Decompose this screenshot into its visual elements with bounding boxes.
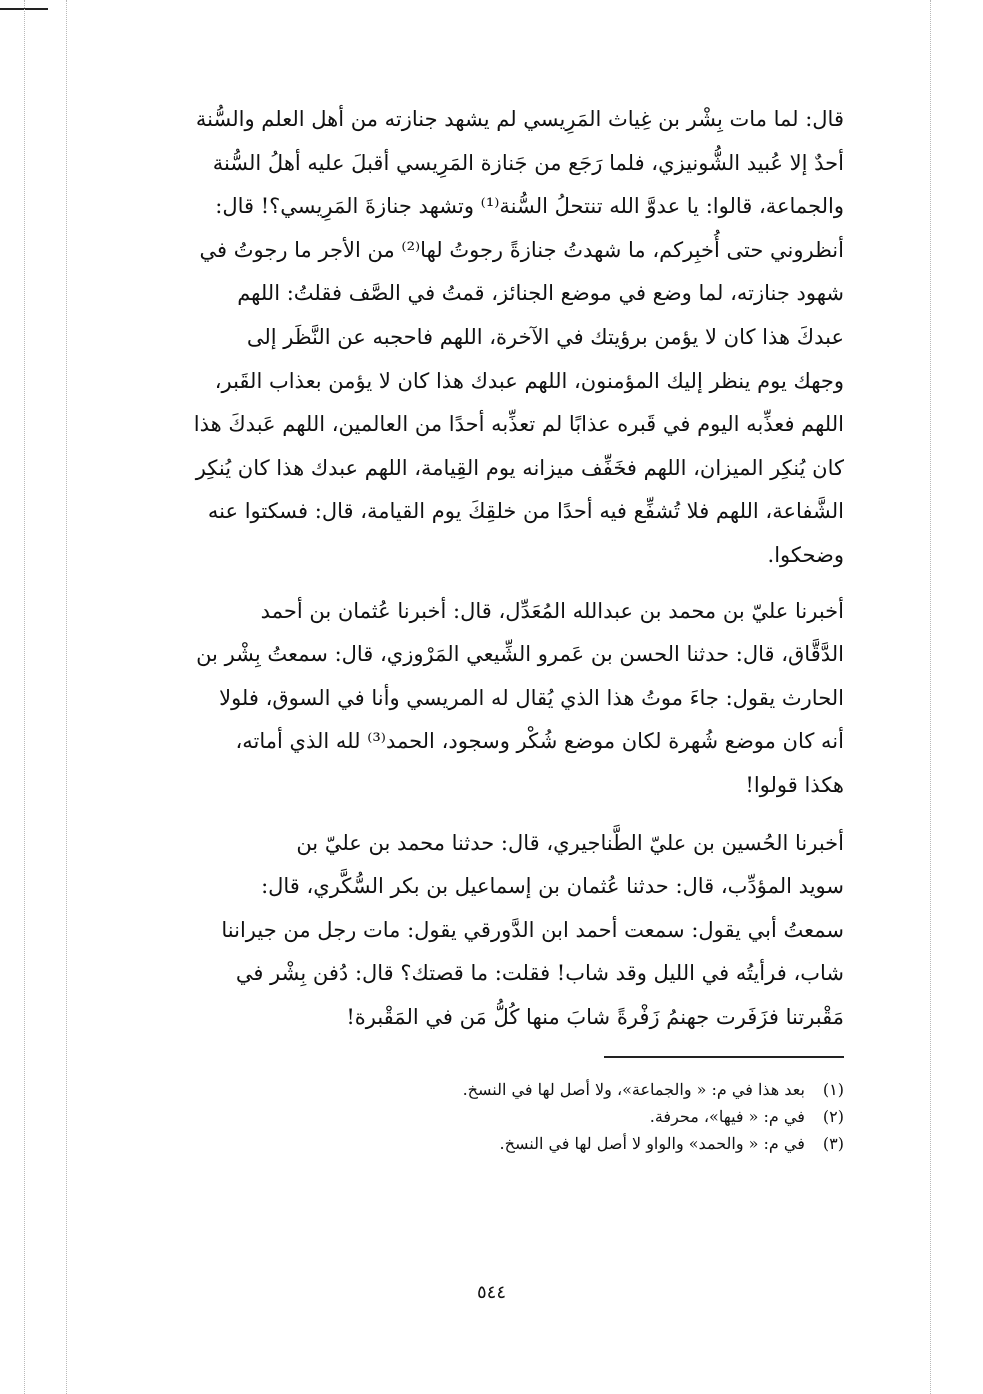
footnote-1 xyxy=(360,1076,844,1103)
footnote-text: في م: « والحمد» والواو لا أصل لها في النسخ. xyxy=(499,1134,805,1153)
footnotes xyxy=(360,1076,844,1157)
footnote-2 xyxy=(360,1103,844,1130)
scan-dotted-guide xyxy=(930,0,931,1394)
scan-dotted-guide xyxy=(24,0,25,1394)
footnote-separator xyxy=(604,1056,844,1058)
page-number: ٥٤٤ xyxy=(476,1282,506,1303)
page-body xyxy=(132,98,844,1053)
footnote-3 xyxy=(360,1130,844,1157)
footnote-number: (٣) xyxy=(822,1134,844,1153)
footnote-number: (٢) xyxy=(822,1107,844,1126)
paragraph-3: أخبرنا الحُسين بن عليّ الطَّناجيري، قال: حدثنا محمد بن عليّ بن سويد المؤدِّب، قال: حدثنا عُثمان بن إسماعيل بن بكر السُّكَّري، قال: سمعتُ أبي يقول: سمعت أحمد ابن الدَّورقي يقول: مات رجل من جيراننا شاب، فرأيتُه في الليل وقد شاب! فقلت: ما قصتك؟ قال: دُفن بِشْر في مَقْبرتنا فزَفَرت جهنمُ زَفْرةً شابَ منها كُلُّ مَن في المَقْبرة! xyxy=(221,830,844,1029)
paragraph-2: أخبرنا عليّ بن محمد بن عبدالله المُعَدِّل، قال: أخبرنا عُثمان بن أحمد الدَّقَّاق، قال: حدثنا الحسن بن عَمرو الشِّيعي المَرْوزي، قال: سمعتُ بِشْر بن الحارث يقول: جاءَ موتُ هذا الذي يُقال له المريسي وأنا في السوق، فلولا أنه كان موضع شُهرة لكان موضع شُكْر وسجود، الحمد⁽³⁾ لله الذي أماته، هكذا قولوا! xyxy=(196,598,844,797)
footnote-text: بعد هذا في م: « والجماعة»، ولا أصل لها في النسخ. xyxy=(462,1080,805,1099)
paragraph-1: قال: لما مات بِشْر بن غِياث المَرِيسي لم يشهد جنازته من أهل العلم والسُّنة أحدٌ إلا عُبيد الشُّونيزي، فلما رَجَع من جَنازة المَرِيسي أقبلَ عليه أهلُ السُّنة والجماعة، قالوا: يا عدوَّ الله تنتحلُ السُّنة⁽¹⁾ وتشهد جنازةَ المَرِيسي؟! قال: أنظروني حتى أُخبِركم، ما شهدتُ جنازةً رجوتُ لها⁽²⁾ من الأجر ما رجوتُ في شهود جنازته، لما وضع في موضع الجنائز، قمتُ في الصَّف فقلتُ: اللهم عبدكَ هذا كان لا يؤمن برؤيتك في الآخرة، اللهم فاحجبه عن النَّظَر إلى وجهك يوم ينظر إليك المؤمنون، اللهم عبدك هذا كان لا يؤمن بعذاب القَبر، اللهم فعذِّبه اليوم في قَبره عذابًا لم تعذِّبه أحدًا من العالمين، اللهم عَبدكَ هذا كان يُنكِر الميزان، اللهم فخَفِّف ميزانه يوم القِيامة، اللهم عبدك هذا كان يُنكِر الشَّفاعة، اللهم فلا تُشفِّع فيه أحدًا من خلقِكَ يوم القيامة، قال: فسكتوا عنه وضحكوا. xyxy=(193,107,844,567)
footnote-text: في م: « فيها»، محرفة. xyxy=(649,1107,805,1126)
scan-dotted-guide xyxy=(66,0,67,1394)
footnote-number: (١) xyxy=(822,1080,844,1099)
